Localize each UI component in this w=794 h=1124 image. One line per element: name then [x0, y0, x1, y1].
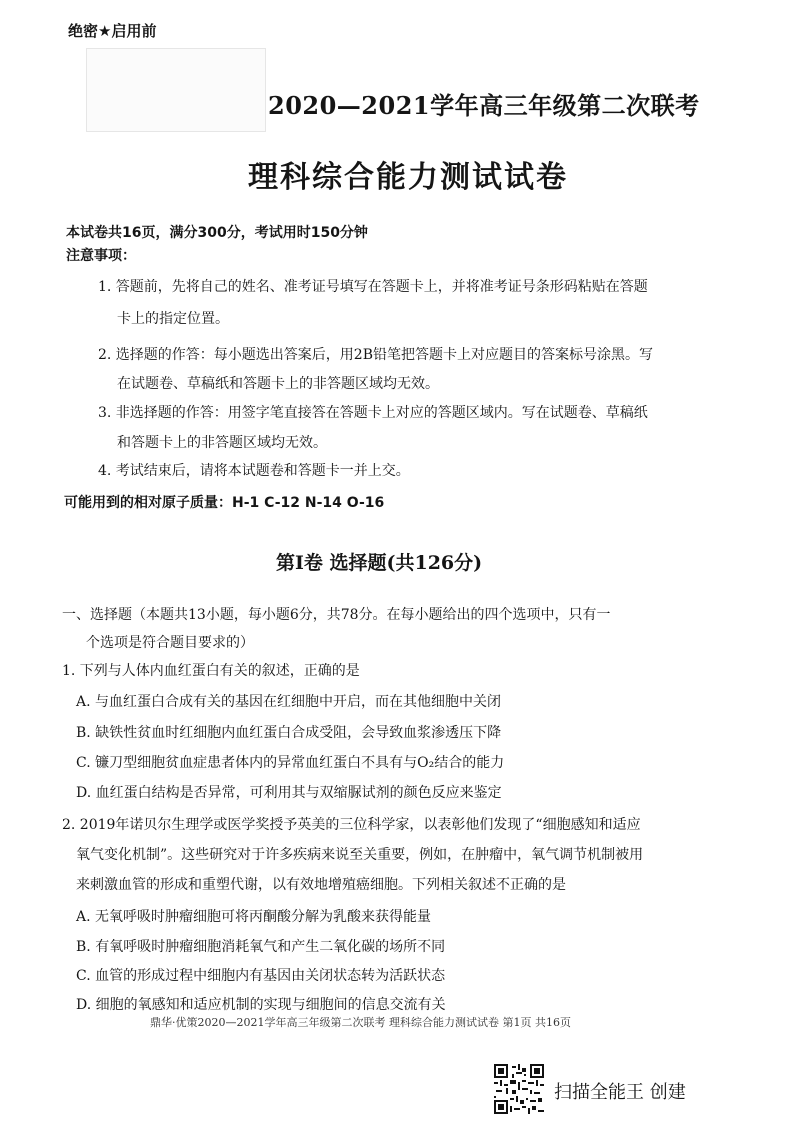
- notice-item-3: 3. 非选择题的作答：用签字笔直接答在答题卡上对应的答题区域内。写在试题卷、草稿纸: [98, 405, 648, 421]
- question-1-option-a: A. 与血红蛋白合成有关的基因在红细胞中开启，而在其他细胞中关闭: [76, 694, 502, 710]
- notice-item-1: 1. 答题前，先将自己的姓名、准考证号填写在答题卡上，并将准考证号条形码粘贴在答题: [98, 279, 648, 295]
- page-footer: 鼎华·优策2020—2021学年高三年级第二次联考 理科综合能力测试试卷 第1页 共16页: [150, 1016, 571, 1029]
- redacted-blank-area: [86, 48, 266, 132]
- notice-item-3-cont: 和答题卡上的非答题区域均无效。: [117, 435, 327, 451]
- question-2-option-c: C. 血管的形成过程中细胞内有基因由关闭状态转为活跃状态: [76, 968, 446, 984]
- secret-label: 绝密★启用前: [68, 22, 157, 40]
- question-2-stem-line-1: 2. 2019年诺贝尔生理学或医学奖授予英美的三位科学家，以表彰他们发现了“细胞感知和适应: [62, 817, 641, 833]
- question-1-option-b: B. 缺铁性贫血时红细胞内血红蛋白合成受阻，会导致血浆渗透压下降: [76, 725, 502, 741]
- question-1-option-c: C. 镰刀型细胞贫血症患者体内的异常血红蛋白不具有与O₂结合的能力: [76, 755, 505, 771]
- question-2-option-d: D. 细胞的氧感知和适应机制的实现与细胞间的信息交流有关: [76, 997, 446, 1013]
- notice-item-4: 4. 考试结束后，请将本试题卷和答题卡一并上交。: [98, 463, 410, 479]
- question-2-stem-line-2: 氧气变化机制”。这些研究对于许多疾病来说至关重要，例如，在肿瘤中，氧气调节机制被用: [76, 847, 644, 863]
- paper-info: 本试卷共16页，满分300分，考试用时150分钟: [66, 225, 368, 241]
- instructions-line-2: 个选项是符合题目要求的）: [86, 635, 254, 651]
- question-2-option-a: A. 无氧呼吸时肿瘤细胞可将丙酮酸分解为乳酸来获得能量: [76, 909, 432, 925]
- notice-item-2-cont: 在试题卷、草稿纸和答题卡上的非答题区域均无效。: [117, 376, 439, 392]
- section-title: 第Ⅰ卷 选择题(共126分): [276, 552, 483, 574]
- scanner-watermark: 扫描全能王 创建: [554, 1082, 686, 1103]
- instructions-line-1: 一、选择题（本题共13小题，每小题6分，共78分。在每小题给出的四个选项中，只有一: [62, 607, 611, 623]
- paper-title: 理科综合能力测试试卷: [248, 160, 568, 195]
- question-1-stem: 1. 下列与人体内血红蛋白有关的叙述，正确的是: [62, 663, 360, 679]
- question-2-option-b: B. 有氧呼吸时肿瘤细胞消耗氧气和产生二氧化碳的场所不同: [76, 939, 446, 955]
- question-2-stem-line-3: 来刺激血管的形成和重塑代谢，以有效地增殖癌细胞。下列相关叙述不正确的是: [76, 877, 566, 893]
- exam-title: 2020—2021学年高三年级第二次联考: [268, 91, 700, 120]
- qr-code-icon[interactable]: [494, 1064, 544, 1114]
- question-1-option-d: D. 血红蛋白结构是否异常，可利用其与双缩脲试剂的颜色反应来鉴定: [76, 785, 502, 801]
- atomic-mass-line: 可能用到的相对原子质量：H-1 C-12 N-14 O-16: [64, 495, 385, 511]
- notice-item-2: 2. 选择题的作答：每小题选出答案后，用2B铅笔把答题卡上对应题目的答案标号涂黑。写: [98, 347, 654, 363]
- notice-heading: 注意事项：: [66, 248, 136, 264]
- notice-item-1-cont: 卡上的指定位置。: [117, 311, 229, 327]
